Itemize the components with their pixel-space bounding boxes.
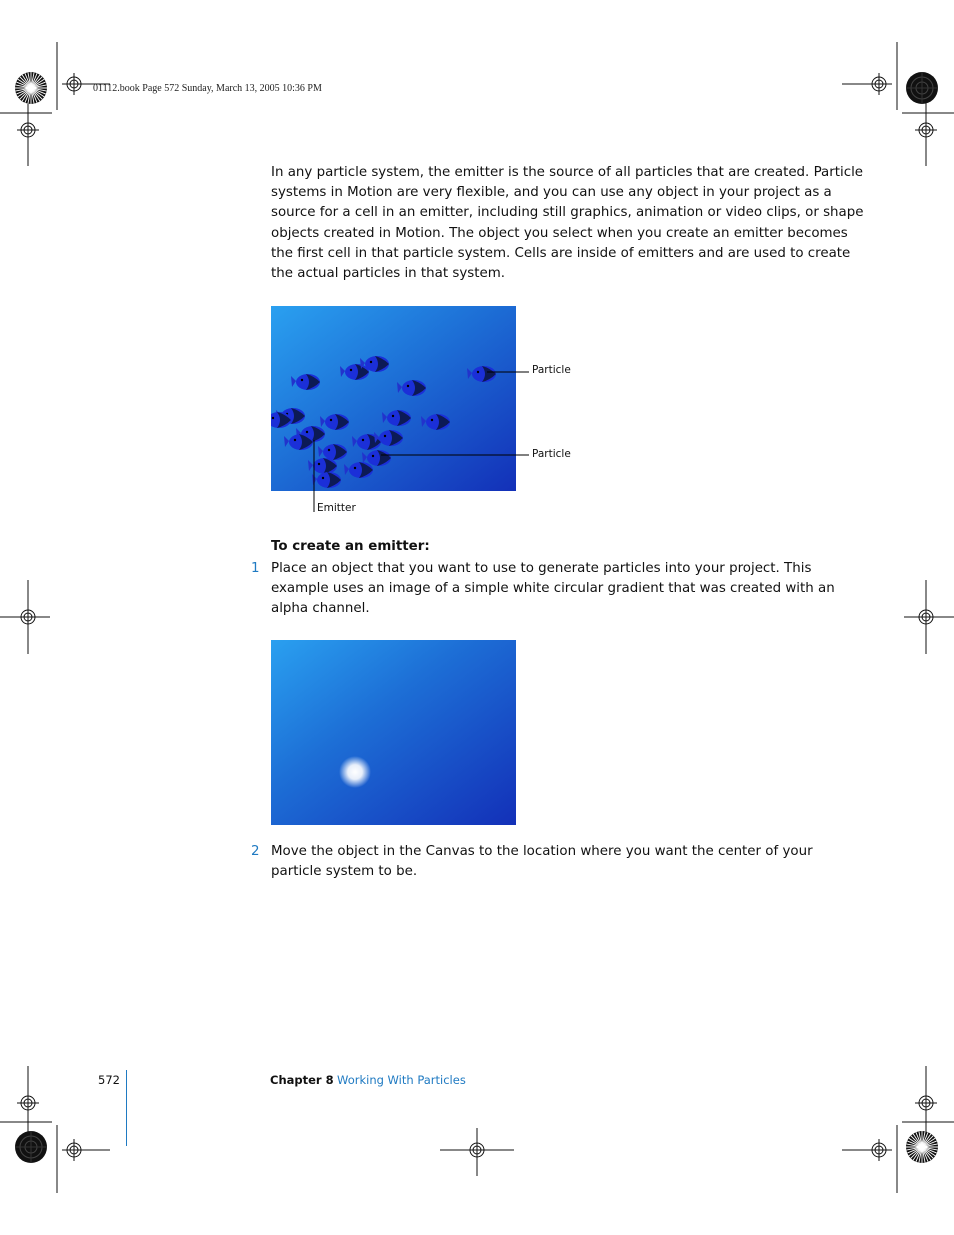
particle-callout-bottom: Particle	[532, 448, 571, 460]
step-2-text	[271, 842, 831, 882]
intro-line: the first cell in that particle system. Cells are inside of emitters and are used to create	[271, 245, 851, 261]
procedure-heading: To create an emitter:	[271, 539, 430, 554]
step-1-text	[271, 559, 835, 620]
step-line: particle system to be.	[271, 864, 418, 880]
step-line: Place an object that you want to use to generate particles into your project. This	[271, 561, 812, 576]
print-slug: 01112.book Page 572 Sunday, March 13, 2005 10:36 PM	[93, 83, 322, 94]
chapter-title: Working With Particles	[337, 1073, 466, 1087]
callout-lines	[271, 306, 541, 516]
step-line: Move the object in the Canvas to the location where you want the center of your	[271, 844, 813, 859]
emitter-callout: Emitter	[317, 502, 356, 514]
gradient-object-figure	[271, 640, 516, 825]
step-line: example uses an image of a simple white circular gradient that was created with an	[271, 581, 835, 597]
step-line: alpha channel.	[271, 601, 370, 617]
step-2-number: 2	[251, 844, 260, 859]
intro-line: In any particle system, the emitter is the source of all particles that are created. Particle	[271, 165, 864, 180]
white-gradient-circle	[339, 756, 371, 788]
step-1-number: 1	[251, 561, 260, 576]
particle-callout-top: Particle	[532, 364, 571, 376]
page-number: 572	[98, 1073, 120, 1087]
intro-line: the actual particles in that system.	[271, 266, 506, 282]
intro-line: source for a cell in an emitter, including still graphics, animation or video clips, or shape	[271, 205, 864, 221]
chapter-label: Chapter 8	[270, 1073, 334, 1087]
intro-paragraph	[271, 163, 864, 284]
intro-line: systems in Motion are very flexible, and you can use any object in your project as a	[271, 185, 832, 201]
footer-divider	[126, 1070, 127, 1146]
intro-line: objects created in Motion. The object you select when you create an emitter becomes	[271, 225, 848, 241]
